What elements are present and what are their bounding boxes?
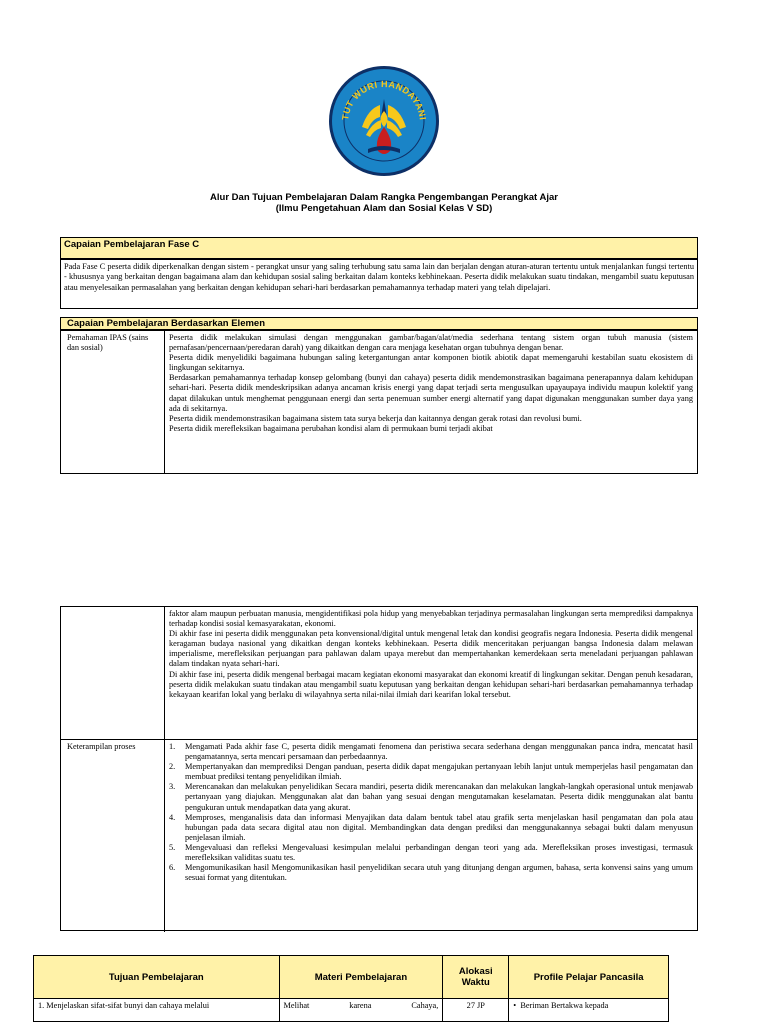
paragraph: Berdasarkan pemahamannya terhadap konsep gelombang (bunyi dan cahaya) peserta didik mendemonstrasikan bagaimana penerapannya dalam kehidupan sehari-hari. Peserta didik mendeskripsikan adanya ancaman krisis energi yang dapat terjadi serta mengusulkan upayaupaya individu maupun kolektif yang dapat dilakukan untuk menghemat penggunaan energi dan serta penemuan sumber energi alternatif yang dapat digunakan menggunakan sumber daya yang ada di sekitarnya.: [169, 373, 693, 413]
paragraph: faktor alam maupun perbuatan manusia, mengidentifikasi pola hidup yang menyebabkan terjadinya permasalahan lingkungan serta memprediksi dampaknya terhadap kondisi sosial kemasyarakatan, ekonomi.: [169, 609, 693, 629]
list-number: 3.: [169, 782, 176, 792]
cell-profil: [509, 999, 669, 1022]
list-item: [169, 863, 693, 883]
keterampilan-list: [169, 742, 693, 883]
list-number: 2.: [169, 762, 176, 772]
table-header-row: [34, 956, 669, 999]
title-line-1: Alur Dan Tujuan Pembelajaran Dalam Rangka Pengembangan Perangkat Ajar: [210, 192, 558, 203]
paragraph: Di akhir fase ini peserta didik menggunakan peta konvensional/digital untuk mengenal letak dan kondisi geografis negara Indonesia. Peserta didik mengenal keragaman budaya nasional yang dikaitkan dengan konteks kebhinekaan. Peserta didik menceritakan perjuangan bangsa Indonesia dalam melawan imperialisme, merefleksikan perjuangan para pahlawan dalam upaya merebut dan mempertahankan kemerdekaan serta meneladani perjuangan pahlawan dalam tindakan nyata sehari-hari.: [169, 629, 693, 669]
list-text: Mengamati Pada akhir fase C, peserta didik mengamati fenomena dan peristiwa secara sederhana dengan menggunakan panca indra, mencatat hasil pengamatannya, serta mencari persamaan dan perbedaannya.: [185, 742, 693, 762]
pemahaman-ipas-continued-row: [61, 607, 697, 740]
paragraph: Peserta didik melakukan simulasi dengan menggunakan gambar/bagan/alat/media sederhana tentang sistem organ tubuh manusia (sistem pernafasan/pencernaan/peredaran darah) yang dikaitkan dengan cara menjaga kesehatan organ tubuhnya dengan benar.: [169, 333, 693, 353]
bullet-icon: •: [513, 1001, 521, 1010]
list-number: 6.: [169, 863, 176, 873]
header-alokasi: Alokasi Waktu: [443, 956, 509, 999]
elemen-heading: Capaian Pembelajaran Berdasarkan Elemen: [60, 317, 698, 330]
cell-alokasi: 27 JP: [443, 999, 509, 1022]
fase-c-heading: Capaian Pembelajaran Fase C: [60, 237, 698, 259]
list-text: Mengevaluasi dan refleksi Mengevaluasi kesimpulan melalui perbandingan dengan teori yang ada. Merefleksikan proses investigasi, termasuk merefleksikan validitas suatu tes.: [185, 842, 693, 863]
list-item: [169, 843, 693, 863]
list-text: Mengomunikasikan hasil Mengomunikasikan hasil penyelidikan secara utuh yang ditunjang dengan argumen, bahasa, serta konvensi sains yang umum sesuai format yang ditentukan.: [185, 863, 693, 883]
profil-text: Beriman Bertakwa kepada: [520, 1001, 609, 1010]
list-number: 1.: [169, 742, 176, 751]
table-row: [34, 999, 669, 1022]
header-profil: Profile Pelajar Pancasila: [509, 956, 669, 999]
list-text: Memproses, menganalisis data dan informasi Menyajikan data dalam bentuk tabel atau grafik serta menjelaskan hasil pengamatan dan pola atau hubungan pada data secara digital atau non digital. Membandingkan data dengan prediksi dan menggunakannya sebagai bukti dalam menyusun penjelasan ilmiah.: [185, 812, 693, 842]
paragraph: Peserta didik mendemonstrasikan bagaimana sistem tata surya bekerja dan kaitannya dengan gerak rotasi dan revolusi bumi.: [169, 413, 582, 423]
tut-wuri-handayani-logo: [328, 65, 440, 177]
cell-materi: Melihat karena Cahaya,: [279, 999, 443, 1022]
list-item: [169, 782, 693, 812]
list-number: 5.: [169, 842, 176, 852]
svg-text:TUT WURI HANDAYANI: TUT WURI HANDAYANI: [340, 78, 428, 121]
document-title: [60, 192, 708, 214]
elemen-table-part-1: [60, 330, 698, 474]
keterampilan-proses-label: Keterampilan proses: [61, 740, 165, 932]
paragraph: Peserta didik merefleksikan bagaimana perubahan kondisi alam di permukaan bumi terjadi akibat: [169, 423, 493, 433]
list-text: Mempertanyakan dan memprediksi Dengan panduan, peserta didik dapat mengajukan pertanyaan lebih lanjut untuk memperjelas hasil pengamatan dan membuat prediksi tentang penyelidikan ilmiah.: [185, 762, 693, 782]
keterampilan-proses-row: [61, 740, 697, 932]
list-number: 4.: [169, 812, 176, 822]
keterampilan-proses-text: [169, 742, 693, 883]
list-item: [169, 742, 693, 762]
pemahaman-ipas-continued-text: [169, 609, 693, 700]
empty-label-cell: [61, 607, 165, 739]
pemahaman-ipas-label: Pemahaman IPAS (sains dan sosial): [61, 331, 165, 473]
header-materi: Materi Pembelajaran: [279, 956, 443, 999]
paragraph: Di akhir fase ini, peserta didik mengenal berbagai macam kegiatan ekonomi masyarakat dan ekonomi kreatif di lingkungan sekitar. Dengan penuh kesadaran, peserta didik melakukan suatu tindakan atau mengambil suatu keputusan yang berkaitan dengan kehidupan sehari-hari berdasarkan pemahamannya terhadap kekayaan kearifan lokal yang berlaku di wilayahnya serta nilai-nilai ilmiah dari kearifan lokal tersebut.: [169, 669, 693, 699]
header-tujuan: Tujuan Pembelajaran: [34, 956, 280, 999]
tujuan-pembelajaran-table: [33, 955, 669, 1022]
fase-c-body: Pada Fase C peserta didik diperkenalkan dengan sistem - perangkat unsur yang saling terhubung satu sama lain dan berjalan dengan aturan-aturan tertentu untuk menjalankan fungsi tertentu - khususnya yang berkaitan dengan bagaimana alam dan kehidupan sosial saling berkaitan dalam konteks kebhinekaan. Peserta didik melakukan suatu tindakan, mengambil suatu keputusan atau menyelesaikan permasalahan yang berkaitan dengan kehidupan sehari-hari berdasarkan pemahamannya terhadap materi yang telah dipelajari.: [60, 259, 698, 309]
pemahaman-ipas-text: [169, 333, 693, 434]
list-item: [169, 762, 693, 782]
list-item: [169, 813, 693, 843]
paragraph: Peserta didik menyelidiki bagaimana hubungan saling ketergantungan antar komponen biotik abiotik dapat memengaruhi kestabilan suatu ekosistem di lingkungan sekitarnya.: [169, 353, 693, 373]
title-line-2: (Ilmu Pengetahuan Alam dan Sosial Kelas V SD): [275, 203, 493, 214]
elemen-table-part-2: [60, 606, 698, 931]
cell-tujuan: 1. Menjelaskan sifat-sifat bunyi dan cahaya melalui: [34, 999, 280, 1022]
list-text: Merencanakan dan melakukan penyelidikan Secara mandiri, peserta didik merencanakan dan melakukan langkah-langkah operasional untuk menjawab pertanyaan yang diajukan. Menggunakan alat dan bahan yang sesuai dengan mengutamakan keselamatan. Peserta didik menggunakan alat bantu pengukuran untuk mendapatkan data yang akurat.: [185, 782, 693, 812]
